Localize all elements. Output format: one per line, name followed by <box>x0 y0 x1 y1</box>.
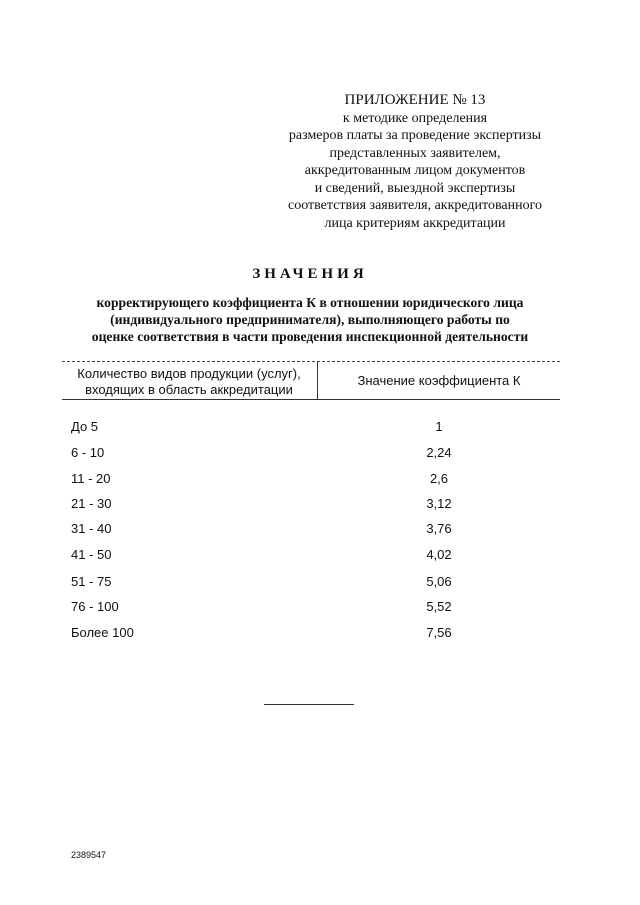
appendix-line: и сведений, выездной экспертизы <box>314 180 516 196</box>
appendix-line: аккредитованным лицом документов <box>304 163 526 178</box>
table-row <box>0 521 640 543</box>
appendix-title: ПРИЛОЖЕНИЕ № 13 <box>344 92 486 108</box>
table-row <box>0 625 640 647</box>
table-row <box>0 471 640 493</box>
document-number: 2389547 <box>71 850 107 860</box>
appendix-line: к методике определения <box>342 110 488 126</box>
row-range: 51 - 75 <box>71 574 112 589</box>
appendix-line: лица критериям аккредитации <box>324 215 506 231</box>
appendix-line: размеров платы за проведение экспертизы <box>288 128 542 143</box>
subtitle-line: (индивидуального предпринимателя), выполняющего работы по <box>110 312 510 327</box>
row-value: 2,6 <box>429 471 449 486</box>
row-range: 76 - 100 <box>71 599 119 614</box>
page-title: ЗНАЧЕНИЯ <box>252 266 368 282</box>
row-value: 2,24 <box>426 445 452 460</box>
table-header-line: Количество видов продукции (услуг), <box>77 366 301 381</box>
row-range: 41 - 50 <box>71 547 112 562</box>
table-row <box>0 599 640 621</box>
appendix-line: представленных заявителем, <box>329 145 501 161</box>
row-value: 3,12 <box>426 496 452 511</box>
appendix-line: соответствия заявителя, аккредитованного <box>287 198 542 213</box>
row-range: 31 - 40 <box>71 521 112 536</box>
row-value: 7,56 <box>426 625 452 640</box>
row-range: 21 - 30 <box>71 496 112 511</box>
row-range: 6 - 10 <box>71 445 105 460</box>
table-row <box>0 419 640 441</box>
subtitle-line: оценке соответствия в части проведения инспекционной деятельности <box>91 329 529 344</box>
table-header-coefficient: Значение коэффициента К <box>357 373 521 388</box>
row-value: 5,06 <box>426 574 452 589</box>
subtitle-line: корректирующего коэффициента К в отношении юридического лица <box>96 295 524 310</box>
end-of-document-rule <box>264 704 354 705</box>
table-row <box>0 547 640 569</box>
table-header-line: входящих в область аккредитации <box>85 381 293 397</box>
row-value: 1 <box>435 419 443 434</box>
row-range: До 5 <box>71 419 99 434</box>
table-row <box>0 574 640 596</box>
row-range: Более 100 <box>71 625 134 640</box>
table-row <box>0 496 640 518</box>
row-value: 4,02 <box>426 547 452 562</box>
row-value: 3,76 <box>426 521 452 536</box>
table-row <box>0 445 640 467</box>
row-range: 11 - 20 <box>71 471 111 486</box>
row-value: 5,52 <box>426 599 452 614</box>
